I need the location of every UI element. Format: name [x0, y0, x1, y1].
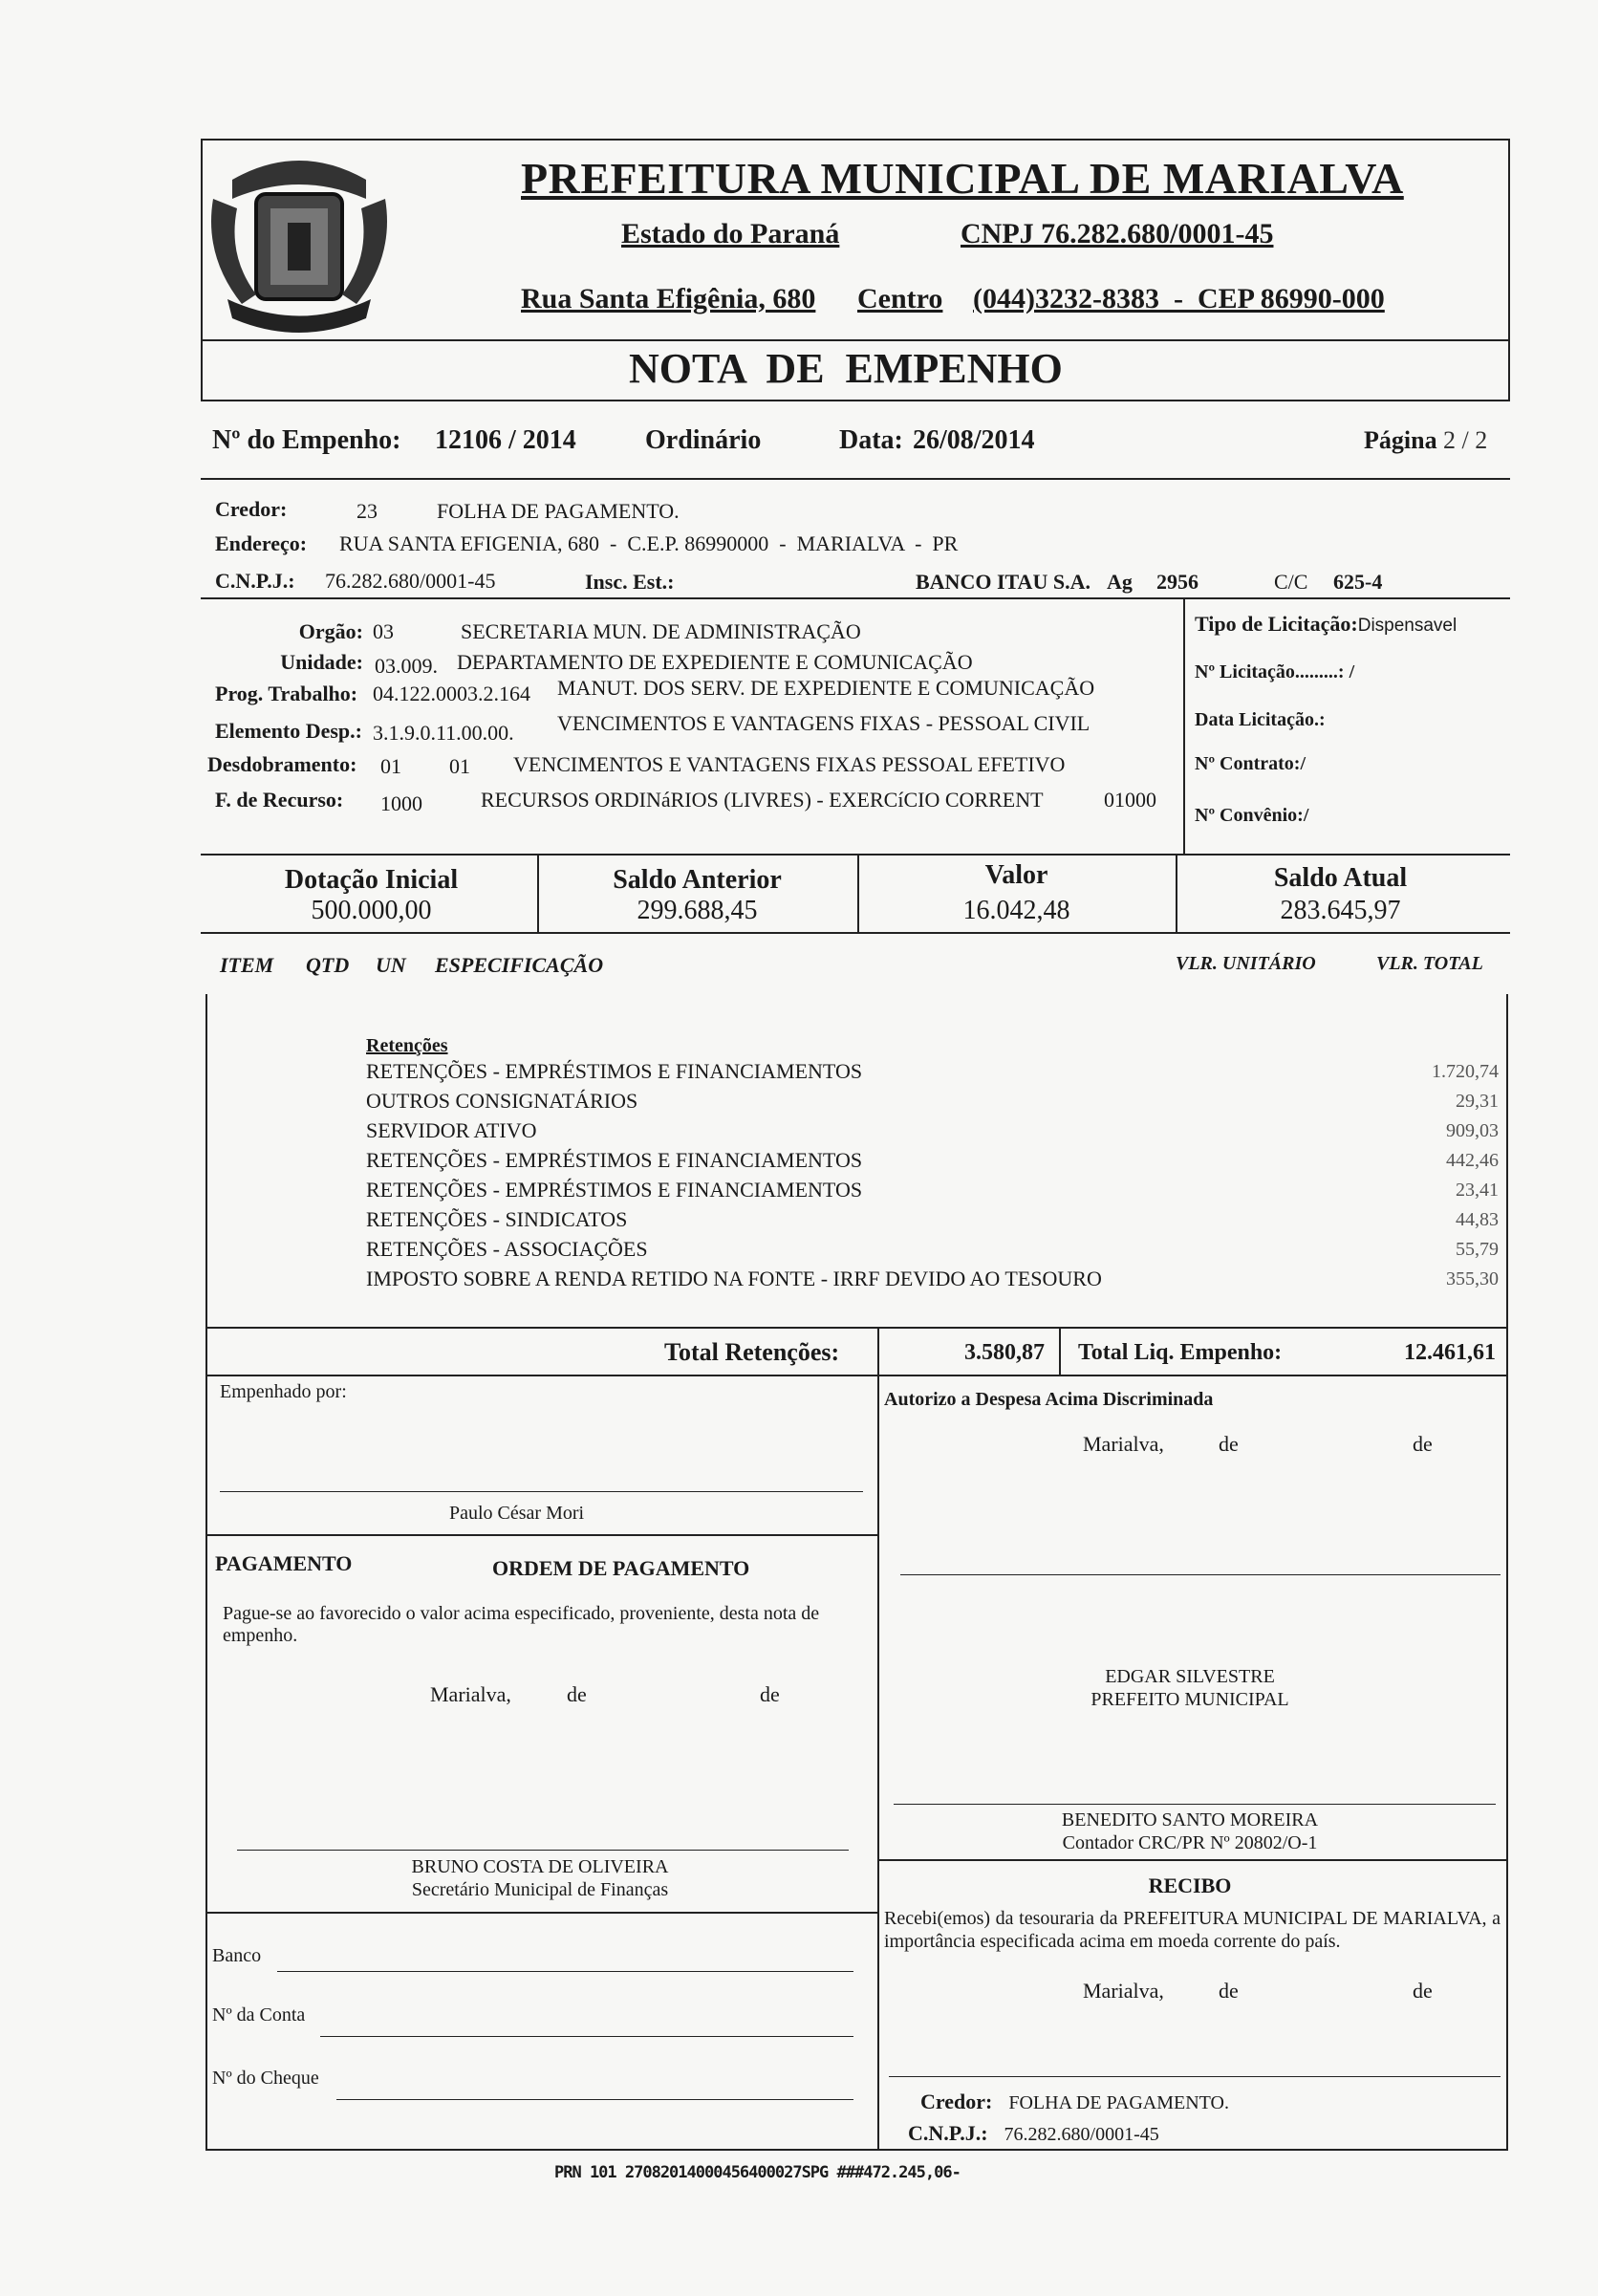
signatures-divider — [877, 1376, 879, 2151]
recibo-credor-label: Credor: — [920, 2090, 993, 2113]
licitacao-tipo — [1195, 612, 1457, 637]
desdob-code2: 01 — [449, 754, 470, 778]
elemento-code: 3.1.9.0.11.00.00. — [373, 721, 514, 745]
total-retencoes-label: Total Retenções: — [664, 1338, 840, 1366]
banco-label: Banco — [212, 1945, 262, 1966]
retencao-row — [366, 1237, 1499, 1267]
insc-label: Insc. Est.: — [585, 570, 675, 594]
recibo-cnpj — [908, 2121, 1159, 2146]
cheque-line — [336, 2099, 853, 2100]
licitacao-convenio: Nº Convênio:/ — [1195, 805, 1309, 826]
retencao-row — [366, 1118, 1499, 1148]
empenho-number-label: Nº do Empenho: — [212, 425, 401, 455]
prog-code: 04.122.0003.2.164 — [373, 682, 530, 705]
dotacao-value: 500.000,00 — [311, 896, 432, 925]
divider-pagamento — [205, 1534, 877, 1536]
coat-of-arms-logo — [204, 141, 395, 337]
divider-totals-top — [205, 1327, 1507, 1329]
cnpj-label: C.N.P.J.: — [215, 569, 295, 593]
divider-empenho — [201, 478, 1510, 480]
col-un: UN — [376, 953, 406, 977]
credor-code: 23 — [356, 499, 378, 523]
header-cnpj: CNPJ 76.282.680/0001-45 — [961, 218, 1274, 249]
retencao-desc: SERVIDOR ATIVO — [366, 1118, 537, 1142]
pague-text: Pague-se ao favorecido o valor acima especificado, proveniente, desta nota de empenho. — [223, 1603, 820, 1646]
header-phone-cep: (044)3232-8383 - CEP 86990-000 — [973, 283, 1385, 314]
total-liq-label: Total Liq. Empenho: — [1078, 1340, 1283, 1365]
total-retencoes-value: 3.580,87 — [964, 1340, 1045, 1365]
pagamento-label: PAGAMENTO — [215, 1551, 353, 1575]
local-de-2: de — [1413, 1432, 1433, 1456]
licitacao-data: Data Licitação.: — [1195, 709, 1326, 730]
local-city: Marialva, — [430, 1682, 511, 1706]
divider-credor — [201, 597, 1510, 599]
empenhado-label: Empenhado por: — [220, 1381, 347, 1402]
retencoes-list — [366, 1059, 1499, 1296]
bank-name: BANCO ITAU S.A. — [916, 570, 1091, 594]
licitacao-tipo-value: Dispensavel — [1357, 616, 1458, 636]
recibo-title: RECIBO — [1148, 1874, 1232, 1897]
retencao-value: 442,46 — [1446, 1150, 1499, 1171]
recibo-signature-line — [889, 2076, 1501, 2077]
col-vlr-unit: VLR. UNITÁRIO — [1176, 953, 1316, 974]
empenho-date: 26/08/2014 — [913, 425, 1035, 455]
ag-value: 2956 — [1156, 570, 1198, 594]
prog-label: Prog. Trabalho: — [215, 682, 358, 705]
page-number: 2 / 2 — [1443, 426, 1488, 454]
footer-code: PRN 101 27082014000456400027SPG ###472.245,06- — [554, 2163, 961, 2182]
divider-banco — [205, 1912, 877, 1914]
prog-name: MANUT. DOS SERV. DE EXPEDIENTE E COMUNICAÇÃO — [557, 676, 1095, 700]
retencao-desc: RETENÇÕES - SINDICATOS — [366, 1207, 628, 1231]
recibo-local-data — [1083, 1979, 1494, 2004]
pagamento-local-data — [430, 1682, 841, 1707]
cheque-label: Nº do Cheque — [212, 2068, 319, 2089]
items-left-border — [205, 994, 207, 2151]
valor-value: 16.042,48 — [962, 896, 1070, 925]
unidade-label: Unidade: — [280, 650, 363, 674]
retencao-desc: RETENÇÕES - EMPRÉSTIMOS E FINANCIAMENTOS — [366, 1148, 863, 1172]
retencao-value: 23,41 — [1456, 1180, 1499, 1201]
retencao-desc: RETENÇÕES - EMPRÉSTIMOS E FINANCIAMENTOS — [366, 1059, 863, 1083]
empenho-number: 12106 / 2014 — [435, 425, 576, 455]
credor-address: RUA SANTA EFIGENIA, 680 - C.E.P. 86990000 - MARIALVA - PR — [339, 531, 959, 555]
saldo-atual-value: 283.645,97 — [1280, 896, 1401, 925]
saldo-anterior-value: 299.688,45 — [637, 896, 758, 925]
recibo-cnpj-label: C.N.P.J.: — [908, 2121, 988, 2145]
secretario-signature-line — [237, 1850, 849, 1851]
recurso-name: RECURSOS ORDINáRIOS (LIVRES) - EXERCíCIO CORRENT — [481, 788, 1044, 812]
local-de-1: de — [567, 1682, 587, 1706]
recurso-label: F. de Recurso: — [215, 788, 344, 812]
valor-label: Valor — [984, 860, 1048, 890]
orgao-name: SECRETARIA MUN. DE ADMINISTRAÇÃO — [461, 619, 861, 643]
ordem-pagamento-label: ORDEM DE PAGAMENTO — [492, 1556, 750, 1580]
local-de-1: de — [1219, 1432, 1239, 1456]
retencao-desc: RETENÇÕES - EMPRÉSTIMOS E FINANCIAMENTOS — [366, 1178, 863, 1202]
col-vlr-total: VLR. TOTAL — [1376, 953, 1483, 974]
licitacao-tipo-label: Tipo de Licitação: — [1195, 612, 1358, 636]
contador-nome: BENEDITO SANTO MOREIRA — [1061, 1809, 1319, 1830]
col-espec: ESPECIFICAÇÃO — [435, 953, 604, 977]
recibo-credor-value: FOLHA DE PAGAMENTO. — [1008, 2092, 1229, 2113]
local-city: Marialva, — [1083, 1979, 1164, 2003]
contador-cargo: Contador CRC/PR Nº 20802/O-1 — [1062, 1832, 1318, 1853]
items-right-border — [1506, 994, 1508, 2151]
retencao-value: 55,79 — [1456, 1239, 1499, 1260]
retencoes-title: Retenções — [366, 1035, 448, 1056]
retencao-row — [366, 1207, 1499, 1237]
header-divider — [201, 339, 1510, 341]
conta-label: Nº da Conta — [212, 2004, 306, 2025]
prefeito-cargo: PREFEITO MUNICIPAL — [1091, 1689, 1289, 1710]
retencao-row — [366, 1059, 1499, 1089]
credor-cnpj: 76.282.680/0001-45 — [325, 569, 496, 593]
prefeito-signature-line — [900, 1574, 1501, 1575]
recibo-cnpj-value: 76.282.680/0001-45 — [1004, 2124, 1159, 2145]
elemento-label: Elemento Desp.: — [215, 719, 362, 743]
address-label: Endereço: — [215, 531, 308, 555]
autorizo-local-data — [1083, 1432, 1494, 1457]
divider-saldos — [201, 932, 1510, 934]
document-bottom-border — [205, 2149, 1507, 2151]
licitacao-numero: Nº Licitação.........: / — [1195, 661, 1355, 682]
credor-name: FOLHA DE PAGAMENTO. — [437, 499, 680, 523]
col-qtd: QTD — [306, 953, 350, 977]
retencao-row — [366, 1267, 1499, 1296]
retencao-row — [366, 1178, 1499, 1207]
retencao-row — [366, 1089, 1499, 1118]
retencao-value: 44,83 — [1456, 1209, 1499, 1230]
header-title: PREFEITURA MUNICIPAL DE MARIALVA — [521, 154, 1404, 203]
retencao-value: 29,31 — [1456, 1091, 1499, 1112]
retencao-value: 1.720,74 — [1432, 1061, 1499, 1082]
divider-recibo — [877, 1859, 1507, 1861]
unidade-code: 03.009. — [375, 654, 438, 678]
unidade-name: DEPARTAMENTO DE EXPEDIENTE E COMUNICAÇÃO — [457, 650, 973, 674]
local-de-1: de — [1219, 1979, 1239, 2003]
local-city: Marialva, — [1083, 1432, 1164, 1456]
header-address: Rua Santa Efigênia, 680 — [521, 283, 816, 314]
elemento-name: VENCIMENTOS E VANTAGENS FIXAS - PESSOAL CIVIL — [557, 711, 1091, 735]
secretario-cargo: Secretário Municipal de Finanças — [411, 1879, 669, 1900]
divider-totals-bottom — [205, 1375, 1507, 1376]
cc-label: C/C — [1274, 570, 1308, 594]
retencao-value: 909,03 — [1446, 1120, 1499, 1141]
empenho-date-label: Data: — [839, 425, 903, 455]
retencao-row — [366, 1148, 1499, 1178]
desdob-label: Desdobramento: — [207, 752, 357, 776]
saldo-anterior-label: Saldo Anterior — [613, 865, 782, 895]
empenhado-signature-line — [220, 1491, 863, 1492]
licitacao-contrato: Nº Contrato:/ — [1195, 753, 1306, 774]
cc-value: 625-4 — [1333, 570, 1383, 594]
recurso-code2: 01000 — [1104, 788, 1156, 812]
doc-title: NOTA DE EMPENHO — [629, 345, 1063, 392]
total-liq-value: 12.461,61 — [1404, 1340, 1496, 1365]
conta-line — [320, 2036, 853, 2037]
desdob-code1: 01 — [380, 754, 401, 778]
retencao-desc: OUTROS CONSIGNATÁRIOS — [366, 1089, 638, 1113]
credor-label: Credor: — [215, 497, 288, 521]
empenhado-nome: Paulo César Mori — [449, 1503, 585, 1524]
totals-divider-1 — [877, 1329, 879, 1376]
contador-signature-line — [894, 1804, 1496, 1805]
retencao-desc: RETENÇÕES - ASSOCIAÇÕES — [366, 1237, 648, 1261]
totals-divider-2 — [1059, 1329, 1061, 1376]
autorizo-text: Autorizo a Despesa Acima Discriminada — [884, 1389, 1214, 1410]
dotacao-label: Dotação Inicial — [284, 865, 459, 895]
licitacao-divider — [1183, 597, 1185, 854]
desdob-name: VENCIMENTOS E VANTAGENS FIXAS PESSOAL EFETIVO — [513, 752, 1066, 776]
empenho-type: Ordinário — [645, 425, 762, 455]
header-state: Estado do Paraná — [621, 218, 840, 249]
orgao-label: Orgão: — [298, 619, 363, 643]
col-item: ITEM — [220, 953, 274, 977]
orgao-code: 03 — [373, 619, 394, 643]
local-de-2: de — [760, 1682, 780, 1706]
page-label: Página — [1364, 426, 1437, 454]
ag-label: Ag — [1107, 570, 1133, 594]
retencao-desc: IMPOSTO SOBRE A RENDA RETIDO NA FONTE - IRRF DEVIDO AO TESOURO — [366, 1267, 1102, 1290]
secretario-nome: BRUNO COSTA DE OLIVEIRA — [411, 1856, 669, 1877]
recibo-credor — [920, 2090, 1229, 2114]
local-de-2: de — [1413, 1979, 1433, 2003]
retencao-value: 355,30 — [1446, 1268, 1499, 1289]
banco-line — [277, 1971, 853, 1972]
prefeito-nome: EDGAR SILVESTRE — [1105, 1666, 1275, 1687]
header-district: Centro — [857, 283, 943, 314]
saldo-atual-label: Saldo Atual — [1273, 863, 1408, 893]
recurso-code: 1000 — [380, 791, 422, 815]
recibo-text: Recebi(emos) da tesouraria da PREFEITURA MUNICIPAL DE MARIALVA, a importância especificada acima em moeda corrente do país. — [884, 1908, 1501, 1952]
